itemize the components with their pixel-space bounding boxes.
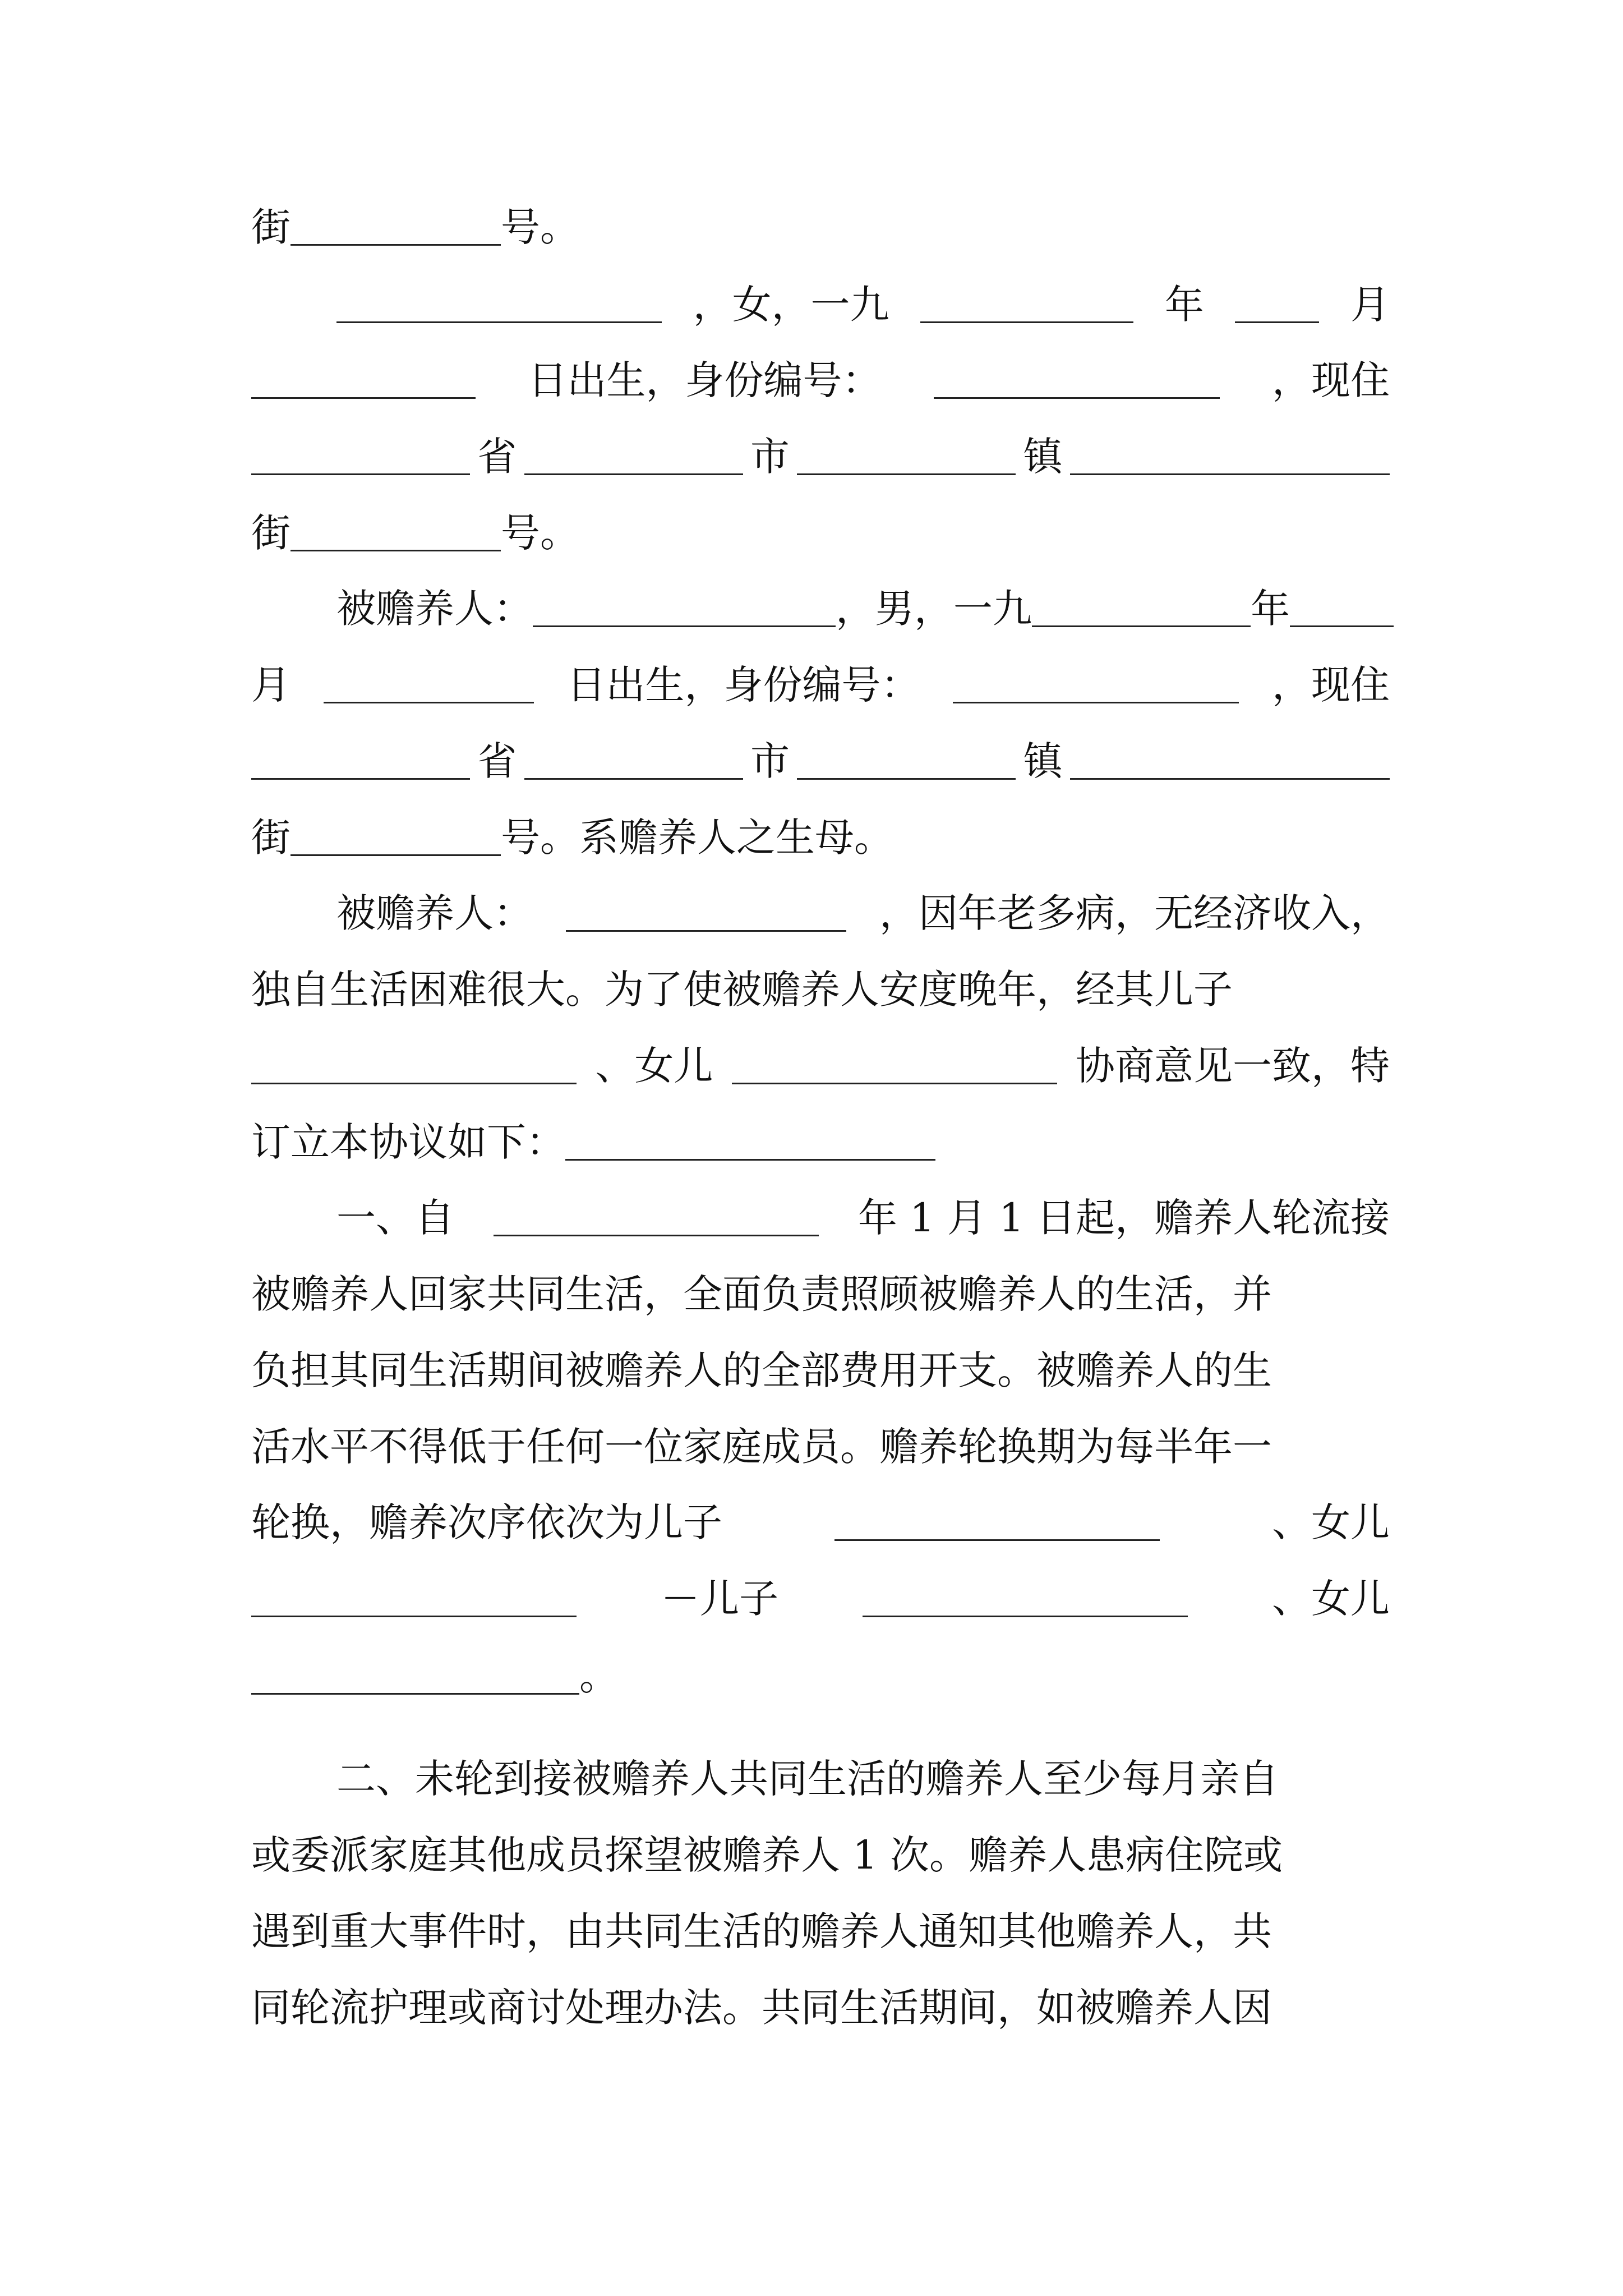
fill-in-blank [524, 778, 743, 780]
fill-in-blank [291, 854, 501, 856]
line-text: 同轮流护理或商讨处理办法。共同生活期间，如被赡养人因 [251, 1985, 1272, 2031]
fill-in-blank [533, 625, 836, 627]
document-line [251, 186, 1390, 254]
line-text: 、女儿 [1272, 1576, 1390, 1622]
document-line [336, 264, 1390, 331]
document-line [251, 1558, 1390, 1625]
document-line [251, 1025, 1390, 1092]
fill-in-blank [336, 321, 662, 323]
line-text: 独自生活困难很大。为了使被赡养人安度晚年，经其儿子 [251, 967, 1233, 1013]
document-line [336, 568, 1390, 635]
document-line [251, 1814, 1390, 1881]
fill-in-blank [324, 702, 534, 703]
fill-in-blank [934, 397, 1220, 399]
line-text: 遇到重大事件时，由共同生活的赡养人通知其他赡养人，共 [251, 1908, 1272, 1954]
document-line [251, 1406, 1390, 1473]
fill-in-blank [920, 321, 1133, 323]
line-text: 年 [1251, 586, 1290, 632]
line-text: 被赡养人： [336, 890, 533, 936]
line-text: 日出生，身份编号： [528, 357, 882, 403]
document-line [251, 644, 1390, 711]
line-text: 一、自 [336, 1195, 454, 1241]
line-text: 活水平不得低于任何一位家庭成员。赡养轮换期为每半年一 [251, 1424, 1272, 1470]
fill-in-blank [1235, 321, 1319, 323]
line-text: 二、未轮到接被赡养人共同生活的赡养人至少每月亲自 [336, 1756, 1279, 1802]
line-text: 镇 [1023, 738, 1063, 784]
fill-in-blank [1290, 625, 1394, 627]
fill-in-blank [797, 473, 1016, 475]
line-text: 街 [251, 510, 291, 556]
document-line [251, 1253, 1390, 1320]
fill-in-blank [953, 702, 1239, 703]
document-line [251, 339, 1390, 407]
line-text: 。 [579, 1653, 619, 1699]
line-text: 或委派家庭其他成员探望被赡养人 1 次。赡养人患病住院或 [251, 1832, 1283, 1878]
fill-in-blank [291, 244, 501, 246]
document-line [251, 1967, 1390, 2034]
fill-in-blank [1032, 625, 1251, 627]
line-text: 、女儿 [595, 1043, 713, 1089]
line-text: 省 [477, 434, 517, 480]
fill-in-blank [291, 550, 501, 551]
line-text: 负担其同生活期间被赡养人的全部费用开支。被赡养人的生 [251, 1347, 1272, 1393]
document-line [251, 416, 1390, 483]
document-line [251, 797, 1390, 864]
line-text: ，因年老多病，无经济收入， [879, 890, 1390, 936]
fill-in-blank [1070, 473, 1390, 475]
fill-in-blank [251, 1083, 577, 1084]
fill-in-blank [494, 1235, 819, 1236]
document-line [251, 1890, 1390, 1958]
fill-in-blank [251, 1616, 577, 1617]
document-line [251, 949, 1390, 1016]
line-text: 月 [1350, 282, 1390, 328]
fill-in-blank [797, 778, 1016, 780]
line-text: 年 [1164, 282, 1204, 328]
line-text: 月 [251, 662, 291, 708]
document-line [251, 1635, 1390, 1703]
line-text: 、女儿 [1272, 1499, 1390, 1545]
line-text: 被赡养人： [336, 586, 533, 632]
fill-in-blank [565, 1159, 935, 1161]
line-text: 街 [251, 815, 291, 861]
line-text: ，男，一九 [836, 586, 1032, 632]
line-text: ，现住 [1271, 357, 1390, 403]
line-text: 街 [251, 204, 291, 250]
document-line [336, 872, 1390, 940]
fill-in-blank [251, 1693, 579, 1695]
line-text: 省 [477, 738, 517, 784]
line-text: 协商意见一致，特 [1075, 1043, 1390, 1089]
line-text: 号。系赡养人之生母。 [501, 815, 893, 861]
document-line [251, 1481, 1390, 1549]
document-line [336, 1738, 1390, 1805]
fill-in-blank [524, 473, 743, 475]
fill-in-blank [863, 1616, 1188, 1617]
document-line [251, 1101, 1390, 1168]
document-line [251, 1329, 1390, 1397]
fill-in-blank [251, 473, 470, 475]
line-text: 轮换，赡养次序依次为儿子 [251, 1499, 722, 1545]
document-line [251, 720, 1390, 788]
line-text: 市 [750, 434, 790, 480]
line-text: 号。 [501, 510, 579, 556]
line-text: ，现住 [1272, 662, 1390, 708]
fill-in-blank [834, 1539, 1160, 1541]
line-text: ，女，一九 [693, 282, 889, 328]
fill-in-blank [732, 1083, 1057, 1084]
fill-in-blank [251, 778, 470, 780]
fill-in-blank [1070, 778, 1390, 780]
line-text: 被赡养人回家共同生活，全面负责照顾被赡养人的生活，并 [251, 1271, 1272, 1317]
line-text: 镇 [1023, 434, 1063, 480]
line-text: 订立本协议如下： [251, 1119, 565, 1165]
document-line [336, 1177, 1390, 1244]
line-text: 年 1 月 1 日起，赡养人轮流接 [857, 1195, 1390, 1241]
fill-in-blank [566, 930, 846, 932]
document-line [251, 492, 1390, 559]
line-text: 号。 [501, 204, 579, 250]
line-text: 日出生，身份编号： [566, 662, 920, 708]
line-text: －儿子 [661, 1576, 778, 1622]
line-text: 市 [750, 738, 790, 784]
fill-in-blank [251, 397, 476, 399]
